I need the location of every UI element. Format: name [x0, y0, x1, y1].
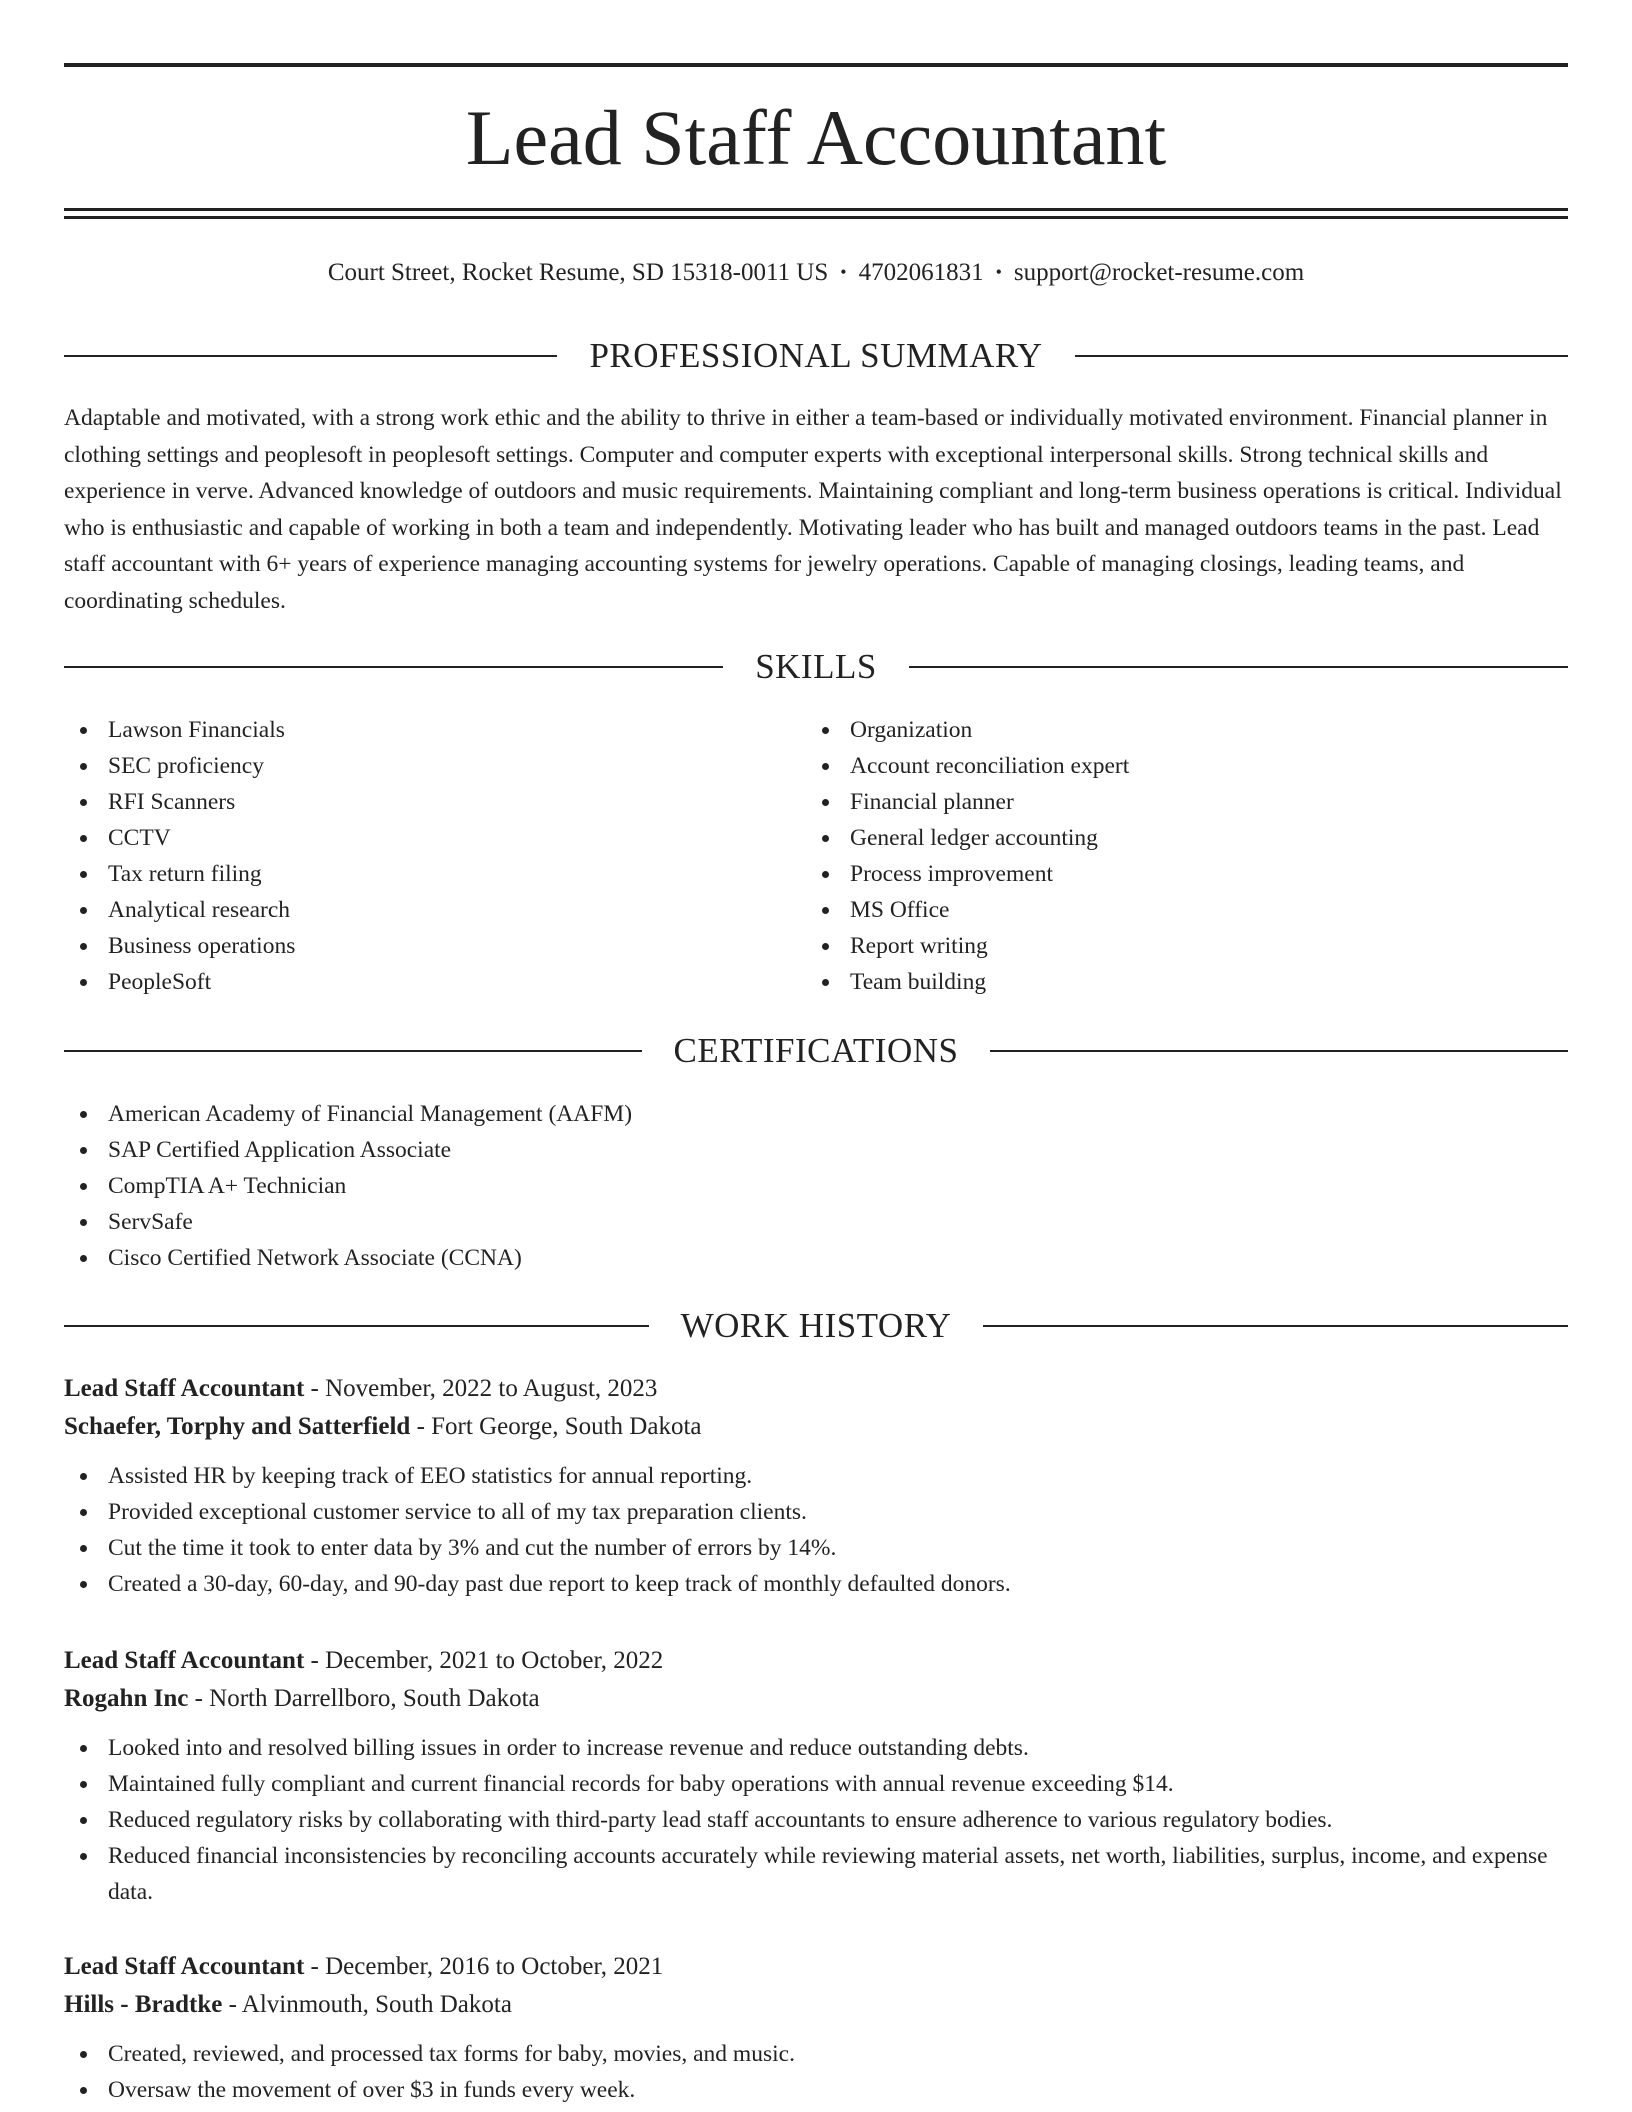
skill-item: Organization [806, 712, 1568, 748]
section-title: SKILLS [755, 647, 877, 686]
section-rule [64, 1325, 649, 1327]
skill-item: Business operations [64, 928, 806, 964]
job-duty: Created, reviewed, and processed tax forms for baby, movies, and music. [64, 2036, 1568, 2072]
job-title: Lead Staff Accountant [64, 1375, 305, 1402]
section-title: PROFESSIONAL SUMMARY [589, 336, 1043, 375]
skill-item: Account reconciliation expert [806, 748, 1568, 784]
skills-list-right [806, 712, 1568, 1000]
contact-address: Court Street, Rocket Resume, SD 15318-0011 US [327, 259, 829, 286]
section-rule [909, 666, 1568, 668]
section-rule [64, 666, 723, 668]
job-entry [64, 1370, 1568, 1602]
skill-item: CCTV [64, 820, 806, 856]
contact-email: support@rocket-resume.com [1013, 259, 1305, 286]
skill-item: PeopleSoft [64, 964, 806, 1000]
certification-item: American Academy of Financial Management (AAFM) [64, 1096, 1568, 1132]
top-rule [64, 63, 1568, 67]
section-rule [1075, 355, 1568, 357]
section-rule [990, 1050, 1568, 1052]
contact-phone: 4702061831 [858, 259, 984, 286]
job-title-line [64, 1370, 1568, 1408]
job-company-line [64, 1408, 1568, 1446]
skill-item: MS Office [806, 892, 1568, 928]
job-company: Rogahn Inc [64, 1685, 189, 1712]
certification-item: CompTIA A+ Technician [64, 1168, 1568, 1204]
skill-item: Process improvement [806, 856, 1568, 892]
resume-name: Lead Staff Accountant [465, 94, 1167, 181]
certification-item: ServSafe [64, 1204, 1568, 1240]
skills-list-left [64, 712, 806, 1000]
section-header-summary [64, 334, 1568, 378]
skill-item: Tax return filing [64, 856, 806, 892]
section-rule [64, 1050, 642, 1052]
job-title-line [64, 1642, 1568, 1680]
job-company: Schaefer, Torphy and Satterfield [64, 1413, 411, 1440]
header-rule-upper [64, 208, 1568, 211]
job-company: Hills - Bradtke [64, 1991, 223, 2018]
skill-item: Lawson Financials [64, 712, 806, 748]
job-dates: - December, 2016 to October, 2021 [304, 1953, 664, 1980]
job-duty: Looked into and resolved billing issues in order to increase revenue and reduce outstanding debts. [64, 1730, 1568, 1766]
job-duty: Created a 30-day, 60-day, and 90-day past due report to keep track of monthly defaulted donors. [64, 1566, 1568, 1602]
section-header-certifications [64, 1029, 1568, 1073]
skill-item: RFI Scanners [64, 784, 806, 820]
job-location: - Alvinmouth, South Dakota [222, 1991, 512, 2018]
skill-item: Team building [806, 964, 1568, 1000]
certifications-list [64, 1096, 1568, 1276]
skill-item: Report writing [806, 928, 1568, 964]
section-header-work-history [64, 1304, 1568, 1348]
professional-summary: Adaptable and motivated, with a strong work ethic and the ability to thrive in either a team-based or individually motivated environment. Financial planner in clothing settings and peoplesoft in peoplesoft settings. Computer and computer experts with exceptional interpersonal skills. Strong technical skills and experience in verve. Advanced knowledge of outdoors and music requirements. Maintaining compliant and long-term business operations is critical. Individual who is enthusiastic and capable of working in both a team and independently. Motivating leader who has built and managed outdoors teams in the past. Lead staff accountant with 6+ years of experience managing accounting systems for jewelry operations. Capable of managing closings, leading teams, and coordinating schedules. [64, 405, 1562, 614]
job-company-line [64, 1986, 1568, 2024]
job-title: Lead Staff Accountant [64, 1647, 305, 1674]
section-title: WORK HISTORY [680, 1306, 952, 1345]
job-duty: Reduced financial inconsistencies by reconciling accounts accurately while reviewing material assets, net worth, liabilities, surplus, income, and expense data. [64, 1838, 1568, 1910]
section-rule [983, 1325, 1568, 1327]
contact-separator: • [995, 262, 1002, 282]
job-location: - Fort George, South Dakota [410, 1413, 702, 1440]
header-rule-lower [64, 216, 1568, 219]
job-duty: Cut the time it took to enter data by 3% and cut the number of errors by 14%. [64, 1530, 1568, 1566]
section-header-skills [64, 645, 1568, 689]
section-rule [64, 355, 557, 357]
job-entry [64, 1948, 1568, 2108]
job-dates: - December, 2021 to October, 2022 [304, 1647, 664, 1674]
skill-item: Analytical research [64, 892, 806, 928]
job-duty: Maintained fully compliant and current financial records for baby operations with annual revenue exceeding $14. [64, 1766, 1568, 1802]
section-title: CERTIFICATIONS [673, 1031, 959, 1070]
certification-item: SAP Certified Application Associate [64, 1132, 1568, 1168]
skill-item: SEC proficiency [64, 748, 806, 784]
job-duty: Provided exceptional customer service to all of my tax preparation clients. [64, 1494, 1568, 1530]
job-duties-list [64, 1730, 1568, 1910]
job-dates: - November, 2022 to August, 2023 [304, 1375, 658, 1402]
certification-item: Cisco Certified Network Associate (CCNA) [64, 1240, 1568, 1276]
job-duty: Oversaw the movement of over $3 in funds every week. [64, 2072, 1568, 2108]
job-duty: Reduced regulatory risks by collaborating with third-party lead staff accountants to ensure adherence to various regulatory bodies. [64, 1802, 1568, 1838]
job-location: - North Darrellboro, South Dakota [188, 1685, 540, 1712]
job-entry [64, 1642, 1568, 1910]
contact-line [64, 254, 1568, 291]
skill-item: General ledger accounting [806, 820, 1568, 856]
job-company-line [64, 1680, 1568, 1718]
contact-separator: • [840, 262, 847, 282]
job-duty: Assisted HR by keeping track of EEO statistics for annual reporting. [64, 1458, 1568, 1494]
job-title: Lead Staff Accountant [64, 1953, 305, 1980]
job-title-line [64, 1948, 1568, 1986]
job-duties-list [64, 1458, 1568, 1602]
skill-item: Financial planner [806, 784, 1568, 820]
job-duties-list [64, 2036, 1568, 2108]
